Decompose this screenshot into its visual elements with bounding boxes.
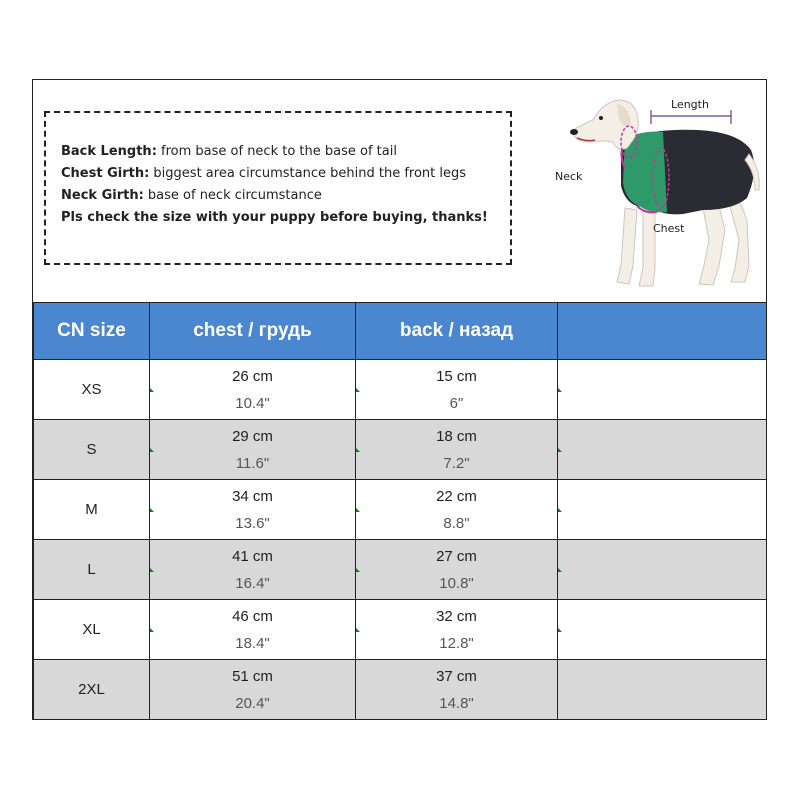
- header-empty: [558, 303, 767, 360]
- cell-marker-icon: [150, 448, 154, 452]
- empty-cell: [558, 480, 767, 540]
- chest-girth-text: biggest area circumstance behind the front legs: [149, 166, 467, 181]
- chest-cell: [150, 480, 356, 540]
- table-row: [34, 540, 767, 600]
- cell-marker-icon: [558, 568, 562, 572]
- header-back: back / назад: [356, 303, 558, 360]
- table-row: [34, 360, 767, 420]
- header-chest: chest / грудь: [150, 303, 356, 360]
- empty-cell: [558, 420, 767, 480]
- empty-cell: [558, 540, 767, 600]
- back-cell: [356, 600, 558, 660]
- back-cm-value: 37 cm: [436, 667, 477, 685]
- table-row: [34, 600, 767, 660]
- back-cm-value: 27 cm: [436, 547, 477, 565]
- chest-inch-value: 20.4": [235, 694, 270, 712]
- size-table: [33, 302, 767, 720]
- size-cell: [34, 600, 150, 660]
- chest-cell: [150, 360, 356, 420]
- size-table-body: [34, 360, 767, 720]
- cell-marker-icon: [356, 448, 360, 452]
- size-label: 2XL: [78, 681, 105, 698]
- size-label: L: [87, 561, 96, 578]
- neck-girth-label: Neck Girth:: [61, 188, 144, 203]
- cell-marker-icon: [558, 388, 562, 392]
- back-inch-value: 10.8": [439, 574, 474, 592]
- cell-marker-icon: [356, 628, 360, 632]
- back-inch-value: 6": [449, 394, 464, 412]
- back-cm-value: 32 cm: [436, 607, 477, 625]
- chest-inch-value: 10.4": [235, 394, 270, 412]
- measurement-guide-text: [61, 141, 488, 229]
- chest-cell: [150, 600, 356, 660]
- cell-marker-icon: [558, 508, 562, 512]
- back-cell: [356, 360, 558, 420]
- back-inch-value: 12.8": [439, 634, 474, 652]
- size-cell: [34, 420, 150, 480]
- back-length-text: from base of neck to the base of tail: [156, 144, 397, 159]
- table-row: [34, 480, 767, 540]
- header-cn-size: CN size: [34, 303, 150, 360]
- chest-inch-value: 13.6": [235, 514, 270, 532]
- neck-label: Neck: [555, 170, 583, 183]
- back-length-line: [61, 141, 488, 163]
- empty-cell: [558, 660, 767, 720]
- size-cell: [34, 480, 150, 540]
- back-inch-value: 8.8": [443, 514, 470, 532]
- back-length-label: Back Length:: [61, 144, 157, 159]
- chest-inch-value: 18.4": [235, 634, 270, 652]
- table-row: [34, 660, 767, 720]
- back-cell: [356, 660, 558, 720]
- back-inch-value: 7.2": [443, 454, 470, 472]
- back-cm-value: 15 cm: [436, 367, 477, 385]
- size-cell: [34, 540, 150, 600]
- size-cell: [34, 360, 150, 420]
- chest-girth-label: Chest Girth:: [61, 166, 150, 181]
- chest-cm-value: 41 cm: [232, 547, 273, 565]
- size-chart-frame: [32, 79, 767, 720]
- chest-cm-value: 51 cm: [232, 667, 273, 685]
- back-inch-value: 14.8": [439, 694, 474, 712]
- neck-girth-line: [61, 185, 488, 207]
- size-label: M: [85, 501, 98, 518]
- chest-cm-value: 46 cm: [232, 607, 273, 625]
- length-arrow: [651, 110, 731, 124]
- cell-marker-icon: [150, 508, 154, 512]
- back-cell: [356, 480, 558, 540]
- chest-inch-value: 11.6": [235, 454, 270, 472]
- chest-label: Chest: [653, 222, 685, 235]
- size-label: S: [86, 441, 97, 458]
- back-cell: [356, 540, 558, 600]
- size-label: XS: [81, 381, 102, 398]
- cell-marker-icon: [558, 448, 562, 452]
- table-row: [34, 420, 767, 480]
- cell-marker-icon: [356, 568, 360, 572]
- empty-cell: [558, 600, 767, 660]
- back-cell: [356, 420, 558, 480]
- length-label: Length: [671, 98, 709, 111]
- table-header-row: [34, 303, 767, 360]
- neck-girth-text: base of neck circumstance: [143, 188, 322, 203]
- dog-head: [570, 100, 638, 149]
- back-cm-value: 22 cm: [436, 487, 477, 505]
- chest-cm-value: 34 cm: [232, 487, 273, 505]
- empty-cell: [558, 360, 767, 420]
- size-note-line: [61, 207, 488, 229]
- chest-cm-value: 29 cm: [232, 427, 273, 445]
- chest-cell: [150, 420, 356, 480]
- cell-marker-icon: [356, 508, 360, 512]
- back-cm-value: 18 cm: [436, 427, 477, 445]
- cell-marker-icon: [150, 568, 154, 572]
- chest-inch-value: 16.4": [235, 574, 270, 592]
- chest-cell: [150, 540, 356, 600]
- chest-girth-line: [61, 163, 488, 185]
- chest-cm-value: 26 cm: [232, 367, 273, 385]
- measurement-guide-box: [44, 111, 512, 265]
- size-note: Pls check the size with your puppy before buying, thanks!: [61, 210, 488, 225]
- cell-marker-icon: [150, 628, 154, 632]
- cell-marker-icon: [356, 388, 360, 392]
- cell-marker-icon: [558, 628, 562, 632]
- size-label: XL: [82, 621, 101, 638]
- size-cell: [34, 660, 150, 720]
- dog-measurement-diagram: [533, 90, 763, 300]
- cell-marker-icon: [150, 388, 154, 392]
- chest-cell: [150, 660, 356, 720]
